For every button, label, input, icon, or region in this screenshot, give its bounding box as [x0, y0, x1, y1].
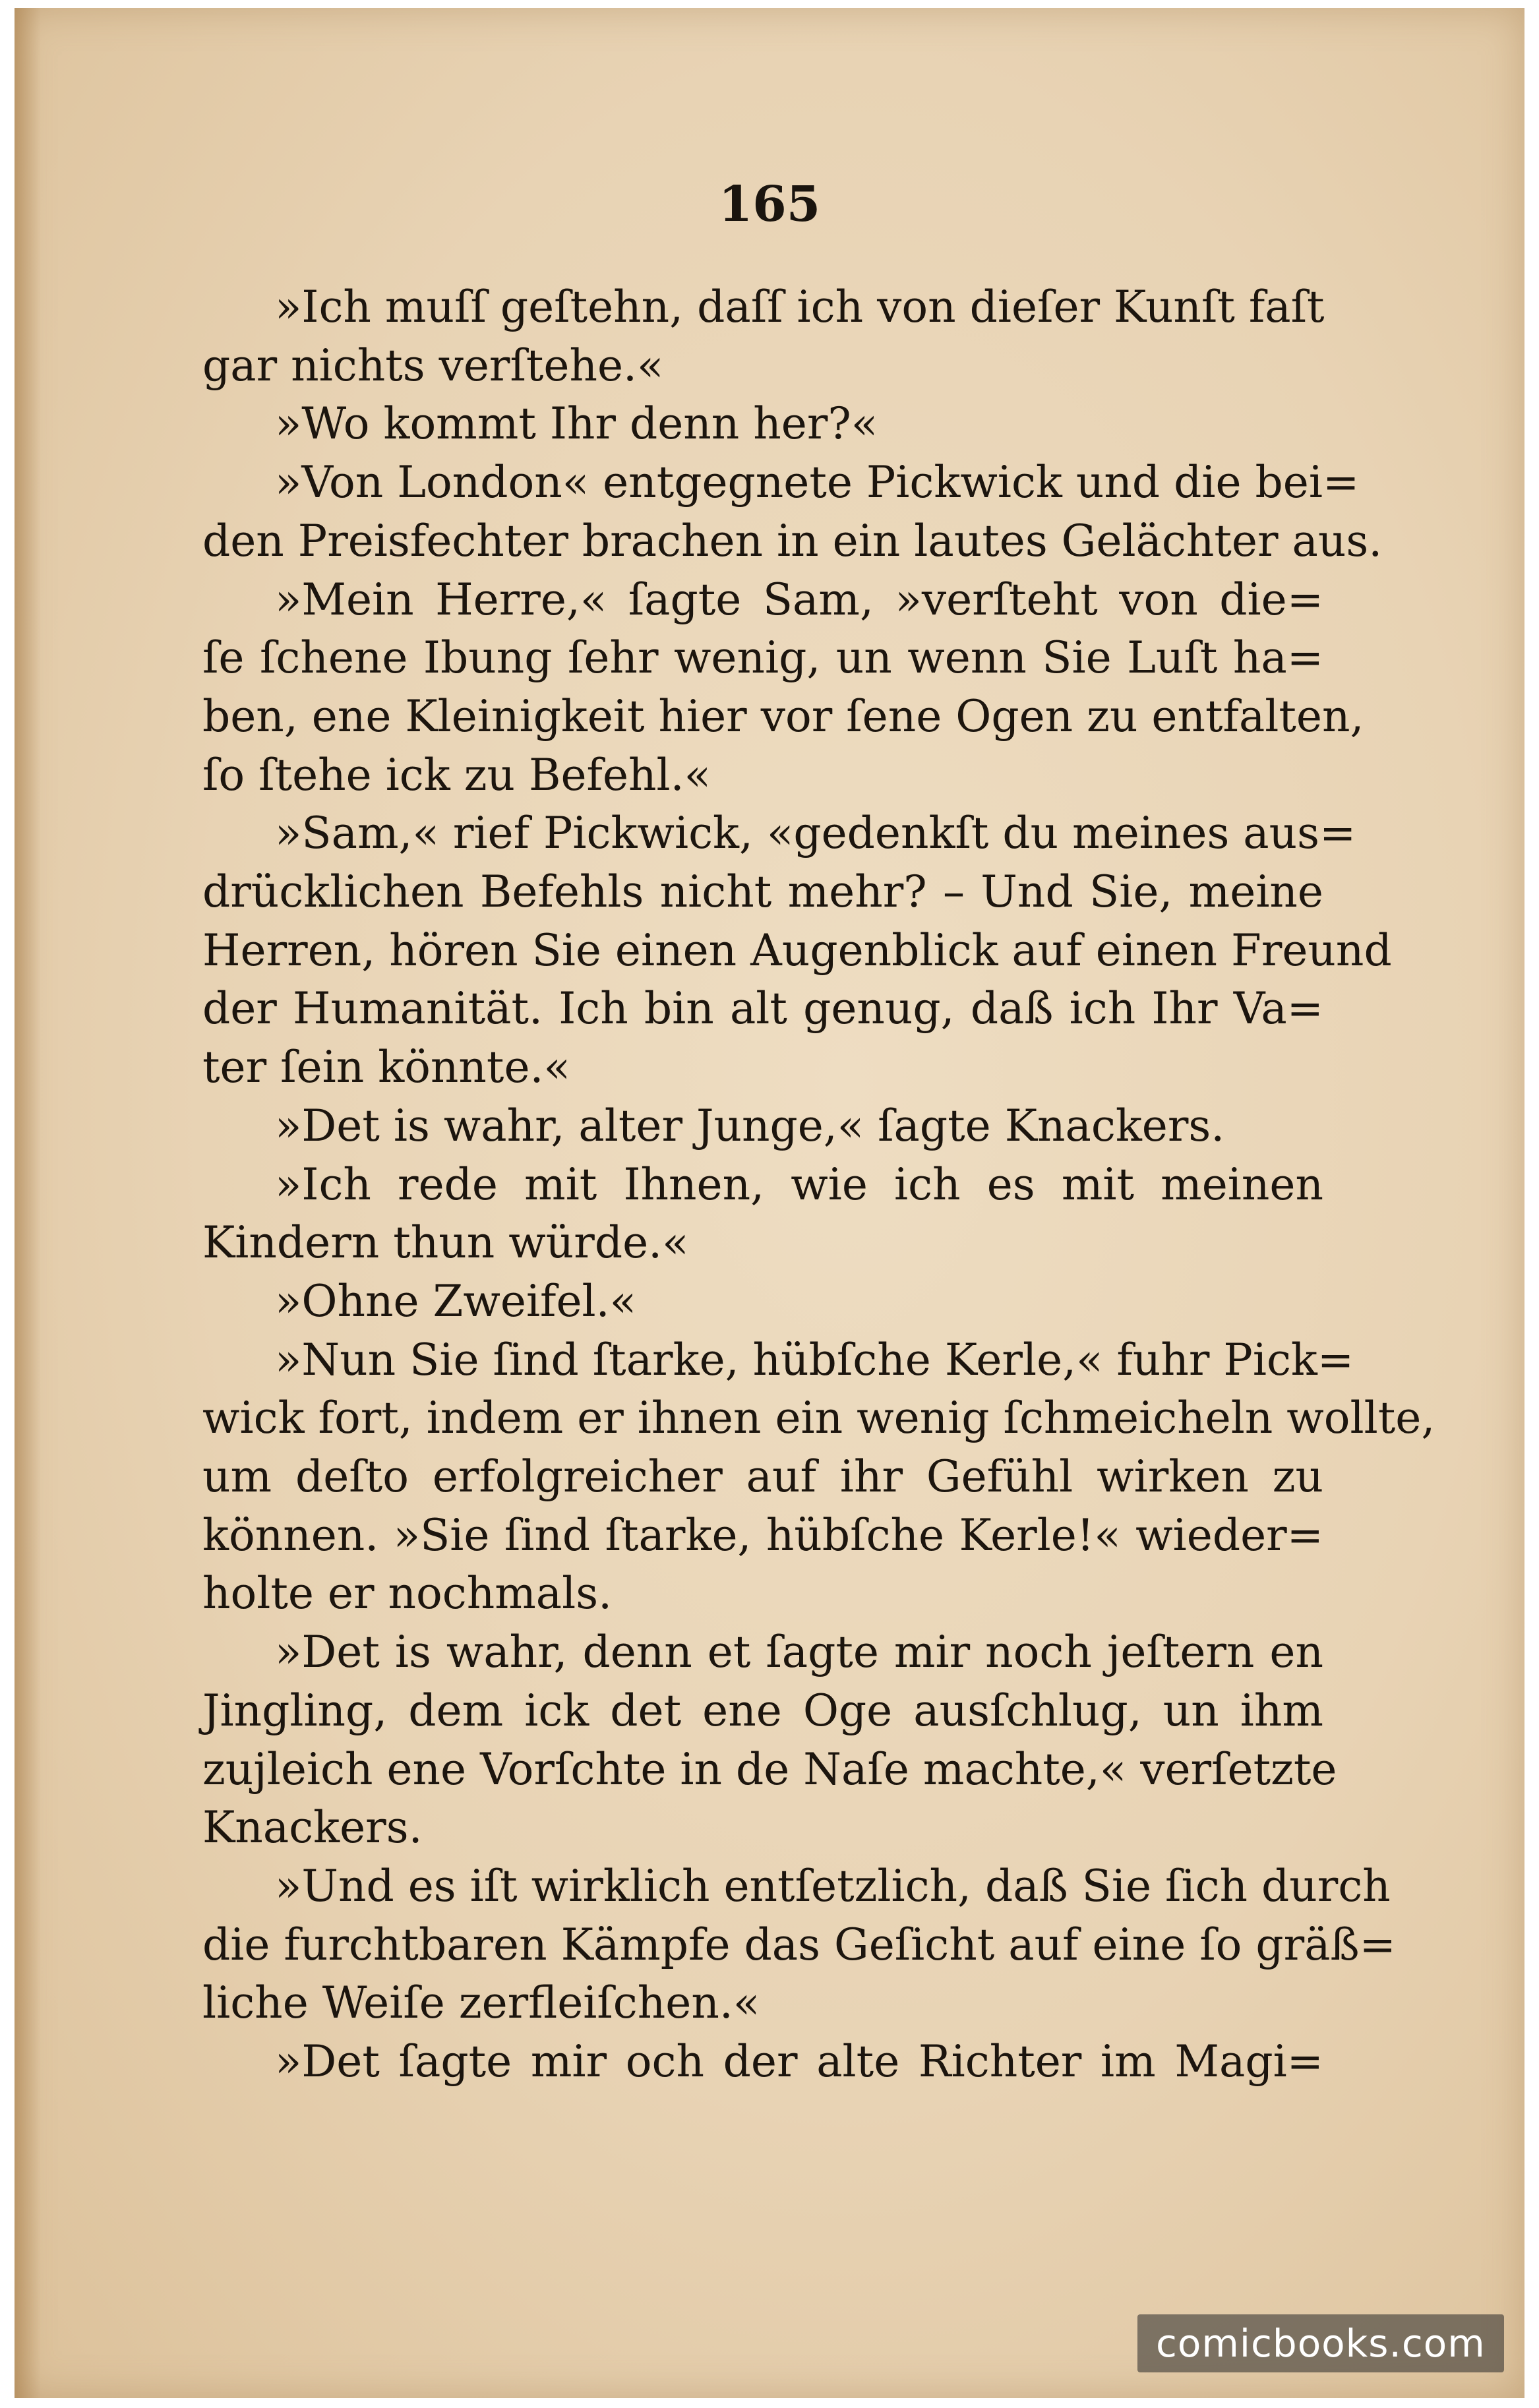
watermark-logo: comicbooks.com [1137, 2314, 1504, 2372]
text-line: ter ſein könnte.« [202, 1042, 570, 1093]
text-line: ſo ſtehe ick zu Befehl.« [202, 749, 711, 800]
text-line: liche Weiſe zerfleiſchen.« [202, 1977, 760, 2029]
text-line: Herren, hören Sie einen Augenblick auf einen Freund [202, 924, 1392, 976]
text-line: »Wo kommt Ihr denn her?« [275, 398, 878, 450]
text-line: Kindern thun würde.« [202, 1217, 689, 1269]
text-line: die furchtbaren Kämpfe das Geſicht auf eine ſo gräß= [202, 1919, 1396, 1970]
text-line: gar nichts verſtehe.« [202, 340, 664, 391]
text-line: den Preisfechter brachen in ein lautes Gelächter aus. [202, 515, 1383, 566]
text-line: holte er nochmals. [202, 1568, 613, 1619]
text-line: »Sam,« rief Pickwick, «gedenkſt du meines aus= [275, 808, 1356, 859]
book-page [15, 8, 1524, 2398]
text-line: ben, ene Kleinigkeit hier vor ſene Ogen zu entfalten, [202, 690, 1364, 742]
text-body [202, 278, 1435, 2092]
text-line: können. »Sie ſind ſtarke, hübſche Kerle!« wieder= [202, 1509, 1323, 1561]
text-line: »Det ſagte mir och der alte Richter im Magi= [275, 2036, 1323, 2088]
text-line: drücklichen Befehls nicht mehr? – Und Sie, meine [202, 866, 1323, 918]
text-line: um deſto erfolgreicher auf ihr Gefühl wirken zu [202, 1451, 1323, 1503]
text-line: »Ich rede mit Ihnen, wie ich es mit meinen [275, 1159, 1323, 1210]
page-number: 165 [718, 176, 821, 233]
text-line: zujleich ene Vorſchte in de Naſe machte,« verſetzte [202, 1743, 1337, 1795]
text-line: Jingling, dem ick det ene Oge ausſchlug, un ihm [202, 1685, 1323, 1736]
text-line: »Und es iſt wirklich entſetzlich, daß Sie ſich durch [275, 1860, 1391, 1911]
text-line: »Nun Sie ſind ſtarke, hübſche Kerle,« fuhr Pick= [275, 1334, 1354, 1385]
text-line: »Mein Herre,« ſagte Sam, »verſteht von die= [275, 574, 1323, 625]
text-line: der Humanität. Ich bin alt genug, daß ich Ihr Va= [202, 983, 1323, 1035]
page-edge-shadow [15, 8, 41, 2398]
text-line: »Det is wahr, alter Junge,« ſagte Knackers. [275, 1100, 1225, 1151]
text-line: »Ich muſſ geſtehn, daſſ ich von dieſer Kunſt faſt [275, 282, 1325, 332]
text-line: »Ohne Zweifel.« [275, 1275, 637, 1327]
text-line: »Det is wahr, denn et ſagte mir noch jeſtern en [275, 1627, 1323, 1678]
text-line: wick fort, indem er ihnen ein wenig ſchmeicheln wollte, [202, 1393, 1435, 1444]
text-line: Knackers. [202, 1802, 423, 1853]
text-line: »Von London« entgegnete Pickwick und die bei= [275, 457, 1360, 508]
text-line: ſe ſchene Ibung ſehr wenig, un wenn Sie Luſt ha= [202, 632, 1323, 684]
